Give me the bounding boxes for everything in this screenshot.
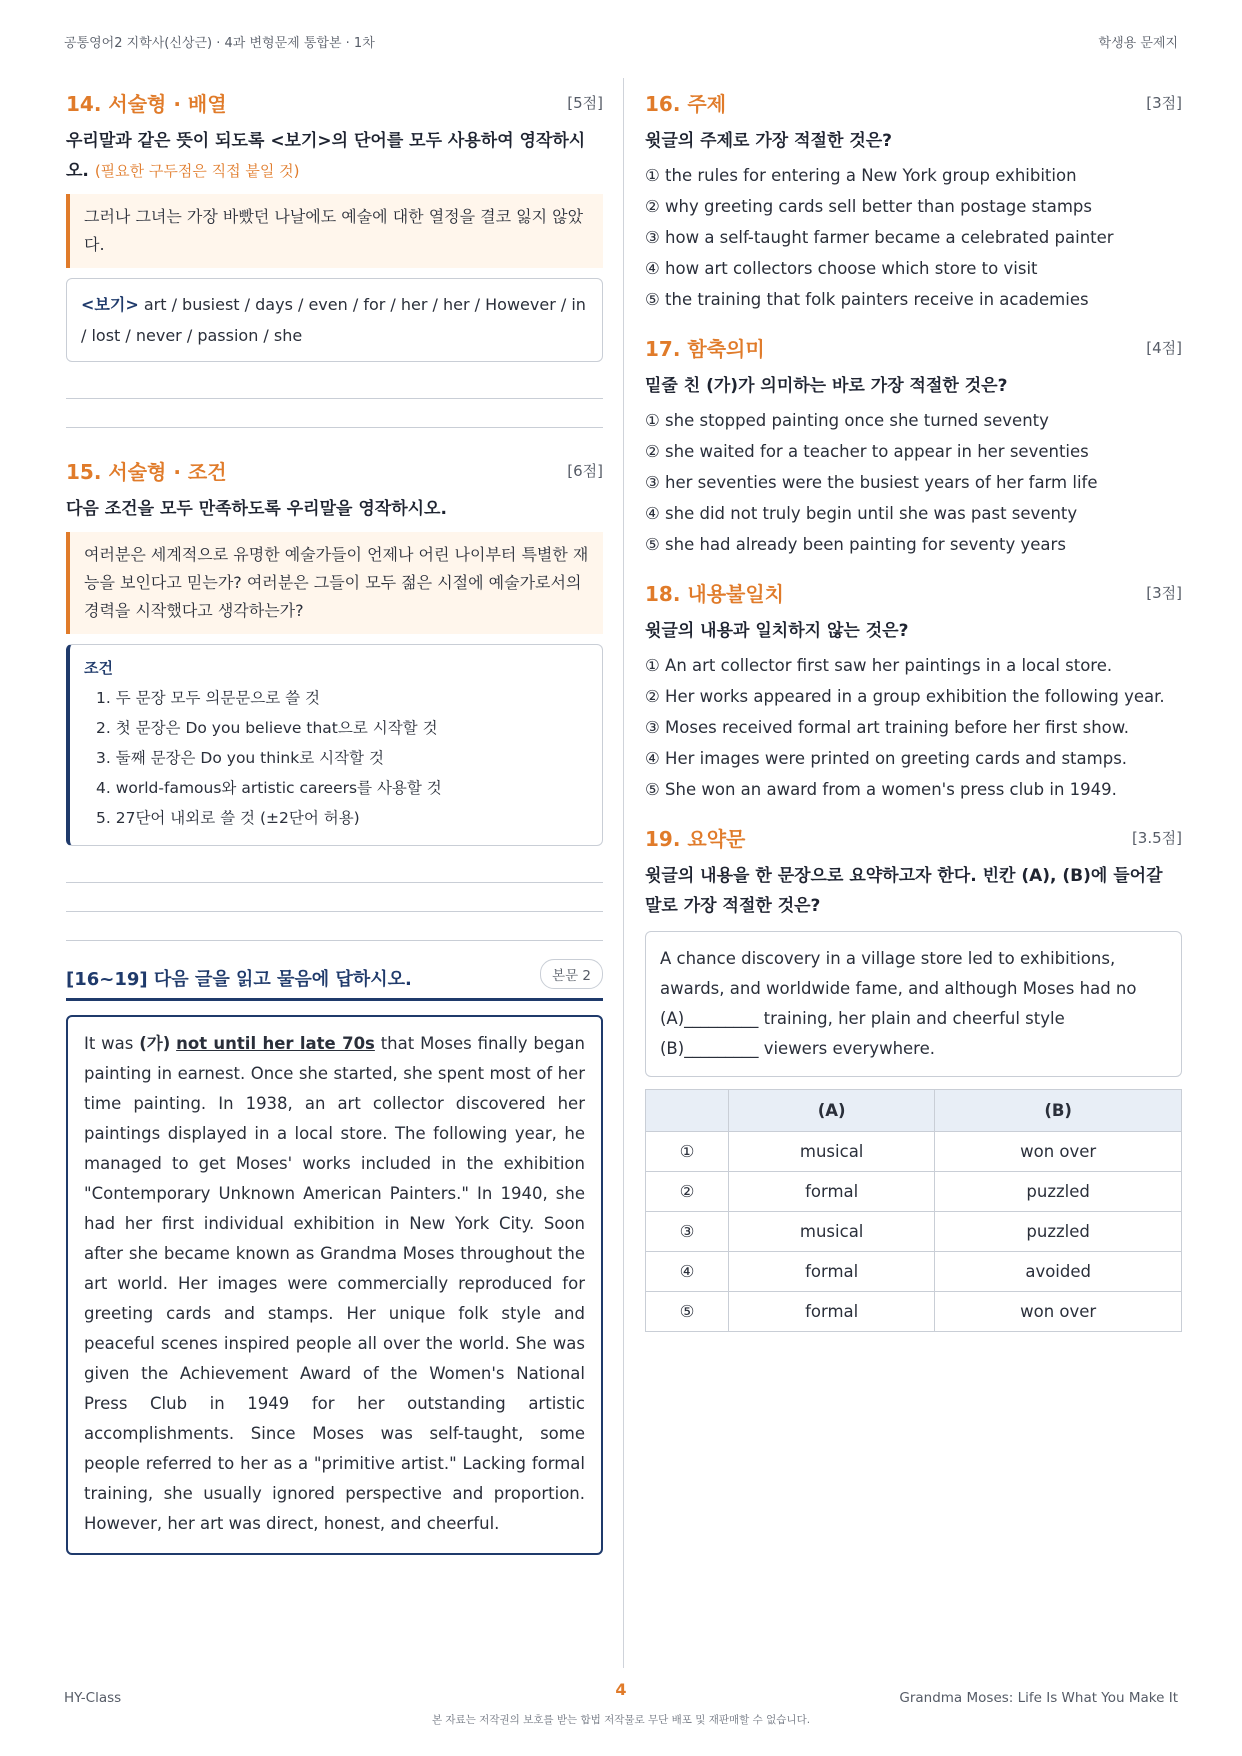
answer-option[interactable]: ⑤ the training that folk painters receive in academies	[645, 290, 1089, 309]
summary-line: (A)_________ training, her plain and cheerful style	[660, 1009, 1065, 1028]
table-header-cell	[646, 1090, 729, 1132]
question-19-prompt: 윗글의 내용을 한 문장으로 요약하고자 한다. 빈칸 (A), (B)에 들어갈 말로 가장 적절한 것은?	[645, 866, 1163, 916]
passage-text	[66, 1015, 603, 1555]
question-16-points: [3점]	[1146, 94, 1182, 112]
page-footer	[64, 1680, 1178, 1730]
question-17-prompt: 밑줄 친 (가)가 의미하는 바로 가장 적절한 것은?	[645, 376, 1008, 396]
conditions-title: 조건	[84, 659, 113, 677]
choice-number: ③	[646, 1212, 729, 1252]
word-bank-label: <보기>	[81, 295, 139, 314]
choice-a: musical	[729, 1132, 935, 1172]
page-header	[64, 32, 1178, 52]
choice-number: ④	[646, 1252, 729, 1292]
question-19	[645, 823, 1182, 1332]
condition-item: 2. 첫 문장은 Do you believe that으로 시작할 것	[96, 719, 438, 737]
question-15-title: 15. 서술형 · 조건	[66, 460, 227, 484]
question-16-prompt: 윗글의 주제로 가장 적절한 것은?	[645, 131, 893, 151]
passage-body: that Moses finally began painting in earnest. Once she started, she spent most of her time painting. In 1938, an art collector discovered her paintings displayed in a local store. The following year, he managed to get Moses' works included in the exhibition "Contemporary Unknown American Painters." In 1940, she had her first individual exhibition in New York City. Soon after she became known as Grandma Moses throughout the art world. Her images were commercially reproduced for greeting cards and stamps. Her unique folk style and peaceful scenes inspired people all over the world. She was given the Achievement Award of the Women's National Press Club in 1949 for her outstanding artistic accomplishments. Since Moses was self-taught, some people referred to her as a "primitive artist." Lacking formal training, she usually ignored perspective and proportion. However, her art was direct, honest, and cheerful.	[84, 1034, 585, 1533]
question-18-points: [3점]	[1146, 584, 1182, 602]
choice-a: formal	[729, 1172, 935, 1212]
table-header-row	[646, 1090, 1182, 1132]
choice-number: ⑤	[646, 1292, 729, 1332]
question-14-note: (필요한 구두점은 직접 붙일 것)	[94, 162, 300, 180]
question-18-title: 18. 내용불일치	[645, 582, 784, 606]
answer-option[interactable]: ① An art collector first saw her paintings in a local store.	[645, 656, 1113, 675]
question-17	[645, 333, 1182, 560]
question-17-points: [4점]	[1146, 339, 1182, 357]
question-16-title: 16. 주제	[645, 92, 727, 116]
choice-number: ②	[646, 1172, 729, 1212]
choice-a: musical	[729, 1212, 935, 1252]
answer-option[interactable]: ③ how a self-taught farmer became a celebrated painter	[645, 228, 1114, 247]
choice-b: puzzled	[935, 1172, 1182, 1212]
answer-option[interactable]: ② why greeting cards sell better than postage stamps	[645, 197, 1092, 216]
question-14-korean-sentence: 그러나 그녀는 가장 바빴던 나날에도 예술에 대한 열정을 결코 잃지 않았다.	[66, 194, 603, 268]
condition-item: 4. world-famous와 artistic careers를 사용할 것	[96, 779, 442, 797]
question-14-prompt-text: 우리말과 같은 뜻이 되도록 <보기>의 단어를 모두 사용하여 영작하시오.	[66, 131, 586, 181]
question-14-title: 14. 서술형 · 배열	[66, 92, 227, 116]
passage-intro: It was	[84, 1034, 140, 1053]
table-row[interactable]	[646, 1292, 1182, 1332]
choice-a: formal	[729, 1252, 935, 1292]
answer-option[interactable]: ④ Her images were printed on greeting cards and stamps.	[645, 749, 1128, 768]
answer-option[interactable]: ④ she did not truly begin until she was past seventy	[645, 504, 1078, 523]
question-19-title: 19. 요약문	[645, 827, 746, 851]
footer-brand: HY-Class	[64, 1690, 122, 1706]
table-row[interactable]	[646, 1132, 1182, 1172]
table-row[interactable]	[646, 1212, 1182, 1252]
passage-underlined-phrase: not until her late 70s	[176, 1034, 375, 1053]
question-15-points: [6점]	[567, 462, 603, 480]
answer-option[interactable]: ③ Moses received formal art training before her first show.	[645, 718, 1130, 737]
choice-number: ①	[646, 1132, 729, 1172]
left-column	[66, 88, 603, 1555]
choice-a: formal	[729, 1292, 935, 1332]
answer-option[interactable]: ② she waited for a teacher to appear in her seventies	[645, 442, 1089, 461]
header-sheet-type: 학생용 문제지	[1098, 36, 1178, 51]
condition-item: 1. 두 문장 모두 의문문으로 쓸 것	[96, 689, 321, 707]
choice-b: avoided	[935, 1252, 1182, 1292]
header-course-info: 공통영어2 지학사(신상근) · 4과 변형문제 통합본 · 1차	[64, 36, 375, 51]
condition-item: 3. 둘째 문장은 Do you think로 시작할 것	[96, 749, 384, 767]
table-header-cell: (A)	[729, 1090, 935, 1132]
question-14-word-bank	[66, 278, 603, 362]
question-19-choices-table	[645, 1089, 1182, 1332]
table-row[interactable]	[646, 1172, 1182, 1212]
reading-passage-section	[66, 957, 603, 1555]
question-18	[645, 578, 1182, 805]
right-column	[645, 88, 1182, 1332]
page-number: 4	[615, 1680, 627, 1699]
answer-option[interactable]: ② Her works appeared in a group exhibition the following year.	[645, 687, 1165, 706]
question-19-summary	[645, 931, 1182, 1077]
question-15-korean-sentence: 여러분은 세계적으로 유명한 예술가들이 언제나 어린 나이부터 특별한 재능을 보인다고 믿는가? 여러분은 그들이 모두 젊은 시절에 예술가로서의 경력을 시작했다고 생각하는가?	[66, 532, 603, 634]
question-15-conditions	[66, 644, 603, 846]
condition-item: 5. 27단어 내외로 쓸 것 (±2단어 허용)	[96, 809, 360, 827]
question-16	[645, 88, 1182, 315]
answer-option[interactable]: ⑤ She won an award from a women's press club in 1949.	[645, 780, 1117, 799]
footer-lesson-title: Grandma Moses: Life Is What You Make It	[899, 1690, 1178, 1706]
question-15-prompt: 다음 조건을 모두 만족하도록 우리말을 영작하시오.	[66, 499, 447, 519]
passage-instruction: [16~19] 다음 글을 읽고 물음에 답하시오.	[66, 969, 412, 990]
passage-badge: 본문 2	[540, 959, 603, 989]
choice-b: won over	[935, 1292, 1182, 1332]
word-bank-words: art / busiest / days / even / for / her / her / However / in / lost / never / passion / she	[81, 295, 586, 345]
passage-header	[66, 957, 603, 1001]
answer-option[interactable]: ③ her seventies were the busiest years of her farm life	[645, 473, 1098, 492]
column-divider	[623, 78, 624, 1668]
answer-option[interactable]: ① the rules for entering a New York group exhibition	[645, 166, 1077, 185]
choice-b: puzzled	[935, 1212, 1182, 1252]
choice-b: won over	[935, 1132, 1182, 1172]
summary-line: A chance discovery in a village store led to exhibitions, awards, and worldwide fame, and although Moses had no	[660, 949, 1137, 998]
answer-option[interactable]: ⑤ she had already been painting for seventy years	[645, 535, 1066, 554]
passage-marker: (가)	[139, 1034, 171, 1053]
summary-line: (B)_________ viewers everywhere.	[660, 1039, 935, 1058]
question-18-prompt: 윗글의 내용과 일치하지 않는 것은?	[645, 621, 909, 641]
question-19-points: [3.5점]	[1131, 829, 1182, 847]
table-header-cell: (B)	[935, 1090, 1182, 1132]
copyright-notice: 본 자료는 저작권의 보호를 받는 합법 저작물로 무단 배포 및 재판매할 수 없습니다.	[431, 1714, 811, 1726]
answer-option[interactable]: ④ how art collectors choose which store to visit	[645, 259, 1038, 278]
table-row[interactable]	[646, 1252, 1182, 1292]
question-15	[66, 456, 603, 941]
answer-option[interactable]: ① she stopped painting once she turned seventy	[645, 411, 1049, 430]
question-14-points: [5점]	[567, 94, 603, 112]
question-14	[66, 88, 603, 428]
question-17-title: 17. 함축의미	[645, 337, 765, 361]
question-14-prompt	[66, 126, 603, 186]
